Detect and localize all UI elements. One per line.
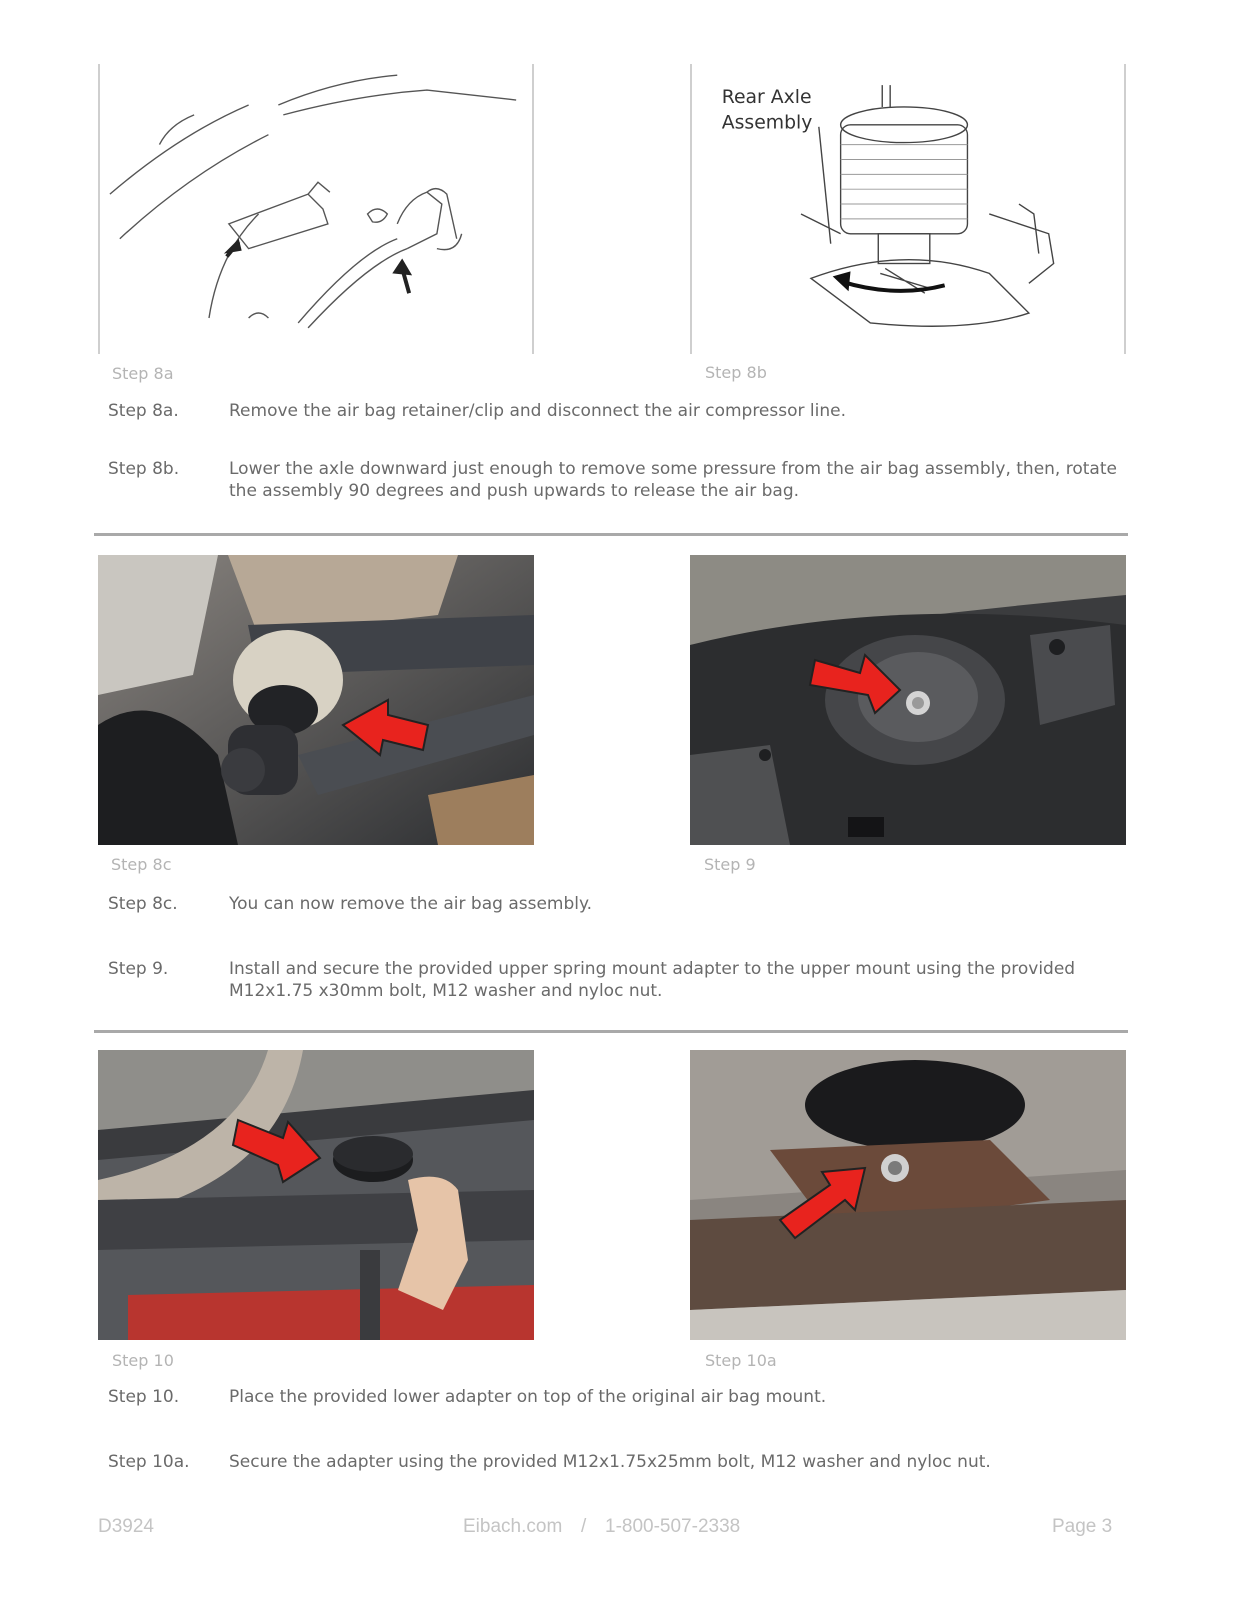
page-number: Page 3 xyxy=(1052,1516,1113,1537)
figure-step-8c xyxy=(98,555,534,845)
figure-caption: Step 10 xyxy=(112,1351,174,1370)
step-description: Lower the axle downward just enough to remove some pressure from the air bag assembly, then, rotate the assembly 90 degrees and push upwards to release the air bag. xyxy=(229,459,1117,501)
figure-caption: Step 9 xyxy=(704,855,756,874)
step-description: You can now remove the air bag assembly. xyxy=(229,894,593,914)
step-number: Step 9. xyxy=(108,959,169,979)
step-number: Step 10. xyxy=(108,1387,180,1407)
figure-caption: Step 8b xyxy=(705,363,767,382)
step-description: Place the provided lower adapter on top of the original air bag mount. xyxy=(229,1387,827,1407)
red-arrow-icon xyxy=(690,1050,1126,1340)
figure-caption: Step 8a xyxy=(112,364,174,383)
step-number: Step 10a. xyxy=(108,1452,190,1472)
figure-step-10 xyxy=(98,1050,534,1340)
red-arrow-icon xyxy=(98,555,534,845)
callout-rear-axle: Rear Axle xyxy=(721,86,812,108)
figure-step-8a xyxy=(98,64,534,354)
phone-number: 1-800-507-2338 xyxy=(605,1516,741,1537)
step-description: Secure the adapter using the provided M12x1.75x25mm bolt, M12 washer and nyloc nut. xyxy=(229,1452,991,1472)
figure-caption: Step 8c xyxy=(111,855,172,874)
footer-separator: / xyxy=(581,1516,587,1537)
step-description: Remove the air bag retainer/clip and disconnect the air compressor line. xyxy=(229,401,846,421)
figure-step-10a xyxy=(690,1050,1126,1340)
step-number: Step 8b. xyxy=(108,459,180,479)
figure-step-8b xyxy=(690,64,1126,354)
step-description: Install and secure the provided upper spring mount adapter to the upper mount using the provided M12x1.75 x30mm bolt, M12 washer and nyloc nut. xyxy=(229,959,1076,1001)
step-number: Step 8c. xyxy=(108,894,178,914)
red-arrow-icon xyxy=(690,555,1126,845)
figure-caption: Step 10a xyxy=(705,1351,777,1370)
air-bag-line-drawing xyxy=(692,64,1124,354)
red-arrow-icon xyxy=(98,1050,534,1340)
clip-line-drawing xyxy=(100,64,532,354)
section-divider xyxy=(94,1030,1128,1033)
document-id: D3924 xyxy=(98,1516,154,1537)
website-link[interactable]: Eibach.com xyxy=(463,1516,563,1537)
step-number: Step 8a. xyxy=(108,401,179,421)
section-divider xyxy=(94,533,1128,536)
figure-step-9 xyxy=(690,555,1126,845)
callout-assembly: Assembly xyxy=(721,112,813,134)
